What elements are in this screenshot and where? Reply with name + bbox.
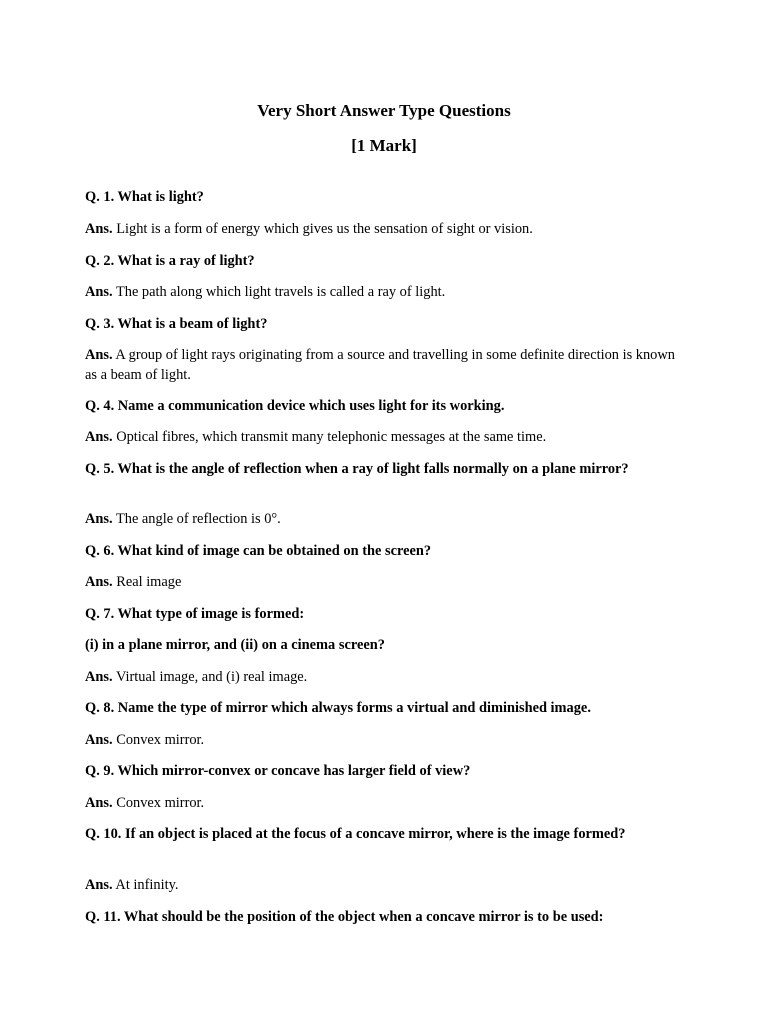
answer-label: Ans. [85,221,113,237]
answer-text: Convex mirror. [116,732,205,748]
answer-8 [85,730,680,750]
answer-1 [85,219,680,239]
answer-label: Ans. [85,795,113,811]
answer-text: Light is a form of energy which gives us the sensation of sight or vision. [116,221,533,237]
answer-text: The angle of reflection is 0°. [115,511,281,527]
answer-label: Ans. [85,669,113,685]
answer-label: Ans. [85,429,113,445]
question-8: Q. 8. Name the type of mirror which always forms a virtual and diminished image. [85,700,591,716]
answer-3 [85,345,680,385]
question-7-part: (i) in a plane mirror, and (ii) on a cinema screen? [85,637,385,653]
question-10: Q. 10. If an object is placed at the focus of a concave mirror, where is the image formed? [85,826,626,842]
answer-4 [85,427,680,447]
question-11: Q. 11. What should be the position of the object when a concave mirror is to be used: [85,909,604,925]
answer-9 [85,793,680,813]
question-9: Q. 9. Which mirror-convex or concave has larger field of view? [85,763,471,779]
question-7: Q. 7. What type of image is formed: [85,606,305,622]
page-subtitle: [1 Mark] [351,136,417,155]
answer-7 [85,667,680,687]
question-1: Q. 1. What is light? [85,189,204,205]
page-title: Very Short Answer Type Questions [257,101,511,120]
answer-text: A group of light rays originating from a source and travelling in some definite direction is known as a beam of light. [85,347,675,383]
answer-text: Optical fibres, which transmit many telephonic messages at the same time. [116,429,547,445]
answer-label: Ans. [85,511,113,527]
answer-6 [85,572,680,592]
answer-text: The path along which light travels is called a ray of light. [115,284,446,300]
question-5: Q. 5. What is the angle of reflection when a ray of light falls normally on a plane mirror? [85,461,629,477]
answer-10 [85,875,680,895]
question-4: Q. 4. Name a communication device which uses light for its working. [85,398,505,414]
answer-label: Ans. [85,877,113,893]
answer-text: At infinity. [115,877,179,893]
answer-text: Virtual image, and (i) real image. [115,669,308,685]
answer-5 [85,509,680,529]
answer-2 [85,282,680,302]
answer-label: Ans. [85,732,113,748]
answer-label: Ans. [85,347,113,363]
answer-text: Convex mirror. [116,795,205,811]
question-2: Q. 2. What is a ray of light? [85,253,255,269]
answer-label: Ans. [85,284,113,300]
answer-text: Real image [116,574,182,590]
question-3: Q. 3. What is a beam of light? [85,316,268,332]
answer-label: Ans. [85,574,113,590]
question-6: Q. 6. What kind of image can be obtained on the screen? [85,543,432,559]
